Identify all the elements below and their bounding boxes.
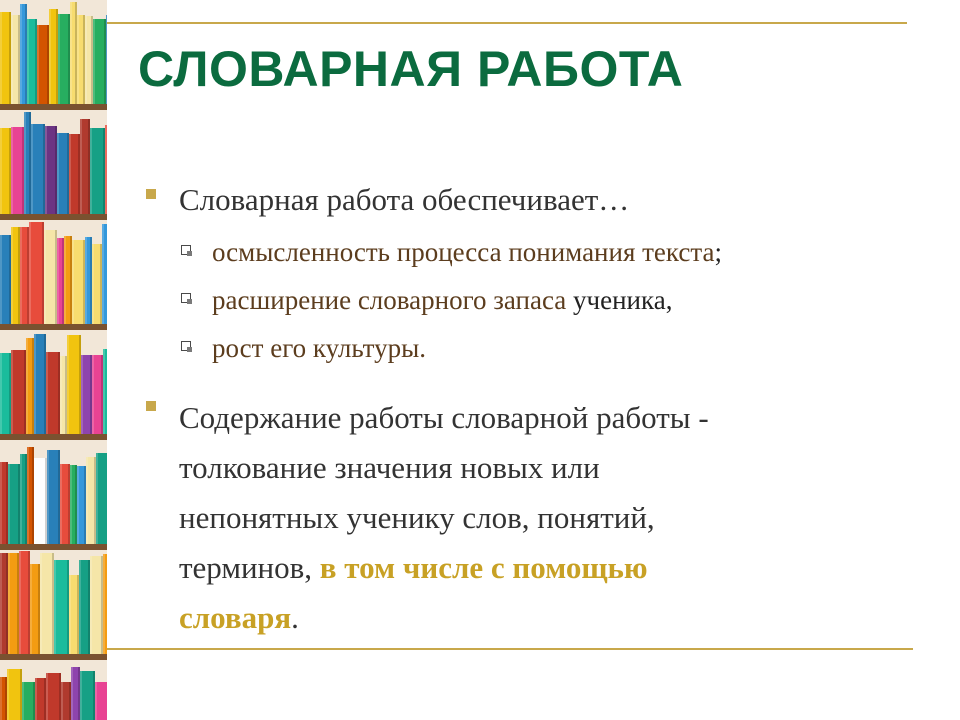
book — [70, 465, 77, 544]
para-line: Содержание работы словарной работы - — [179, 400, 709, 435]
book — [0, 462, 8, 544]
para-line: непонятных ученику слов, понятий, — [179, 500, 655, 535]
book — [37, 25, 49, 104]
book — [45, 126, 57, 214]
book — [19, 551, 30, 654]
book — [85, 16, 93, 104]
slide-title: СЛОВАРНАЯ РАБОТА — [138, 41, 684, 97]
book — [69, 575, 79, 654]
book — [20, 454, 27, 544]
book — [44, 230, 57, 324]
book — [31, 124, 45, 214]
book — [90, 556, 103, 654]
book — [40, 553, 54, 654]
para-line: терминов, — [179, 550, 320, 585]
book — [64, 236, 72, 324]
book — [0, 553, 8, 654]
book — [27, 447, 34, 544]
book-shelf — [0, 440, 107, 544]
book — [46, 673, 61, 720]
book — [8, 464, 20, 544]
para-line-5 — [179, 593, 909, 643]
book — [11, 227, 20, 324]
book — [80, 119, 90, 214]
book — [30, 564, 40, 654]
book-shelf — [0, 550, 107, 654]
book — [106, 15, 107, 104]
book — [80, 671, 95, 720]
book — [96, 453, 107, 544]
bottom-rule — [107, 648, 913, 650]
bullet-square — [146, 189, 156, 199]
book — [72, 240, 85, 324]
book — [92, 244, 102, 324]
para-line-4 — [179, 543, 909, 593]
book — [0, 128, 11, 214]
book — [29, 222, 44, 324]
bullet-text-1: Словарная работа обеспечивает… — [179, 182, 630, 217]
sub-bullet-text-2 — [212, 284, 672, 316]
sub-bullet-text-3: рост его культуры. — [212, 333, 426, 363]
book — [60, 356, 67, 434]
book — [20, 227, 29, 324]
bullet-text-2 — [179, 393, 909, 643]
book — [61, 682, 71, 720]
book — [79, 560, 90, 654]
bullet-square — [146, 401, 156, 411]
book — [85, 237, 92, 324]
book — [34, 334, 46, 434]
sub1-end: ; — [714, 237, 722, 267]
book — [46, 352, 60, 434]
sub1-text: осмысленность процесса понимания текста — [212, 237, 715, 267]
book-shelf — [0, 220, 107, 324]
book — [57, 133, 69, 214]
book — [22, 682, 35, 720]
book — [24, 112, 31, 214]
book — [0, 235, 11, 324]
book — [35, 678, 46, 720]
sub2-text: расширение словарного запаса — [212, 285, 567, 315]
book — [71, 667, 80, 720]
book-shelf — [0, 0, 107, 104]
book — [70, 2, 77, 104]
book — [11, 350, 26, 434]
book — [47, 450, 60, 544]
book — [11, 127, 24, 214]
book — [8, 553, 19, 654]
book — [34, 458, 47, 544]
sub-bullet-icon — [181, 245, 191, 255]
book-shelf — [0, 330, 107, 434]
book — [20, 4, 27, 104]
book — [92, 355, 103, 434]
book — [0, 12, 11, 104]
top-rule — [107, 22, 907, 24]
book — [95, 682, 107, 720]
book — [0, 353, 11, 434]
book-shelf — [0, 660, 107, 720]
book — [81, 355, 92, 434]
sub2-end: ученика, — [566, 285, 673, 315]
book — [11, 15, 20, 104]
book — [77, 466, 86, 544]
sub-bullet-text-1 — [212, 236, 722, 268]
book-shelf — [0, 110, 107, 214]
book — [103, 554, 107, 654]
book — [77, 15, 85, 104]
bookshelf-image — [0, 0, 107, 720]
book — [60, 464, 70, 544]
book — [105, 125, 107, 214]
book — [57, 238, 64, 324]
book — [90, 128, 105, 214]
sub-bullet-icon — [181, 293, 191, 303]
book — [102, 224, 107, 324]
book — [86, 457, 96, 544]
book — [7, 669, 22, 720]
sub-bullet-icon — [181, 341, 191, 351]
book — [49, 9, 58, 104]
book — [26, 338, 34, 434]
para-line: толкование значения новых или — [179, 450, 600, 485]
highlight-text: в том числе с помощью — [319, 550, 648, 585]
book — [54, 560, 69, 654]
highlight-text-2: словаря — [179, 600, 292, 635]
para-end: . — [291, 600, 299, 635]
book — [69, 134, 80, 214]
book — [58, 14, 70, 104]
book — [67, 335, 81, 434]
book — [103, 349, 107, 434]
book — [93, 19, 106, 104]
book — [0, 677, 7, 720]
book — [27, 19, 37, 104]
